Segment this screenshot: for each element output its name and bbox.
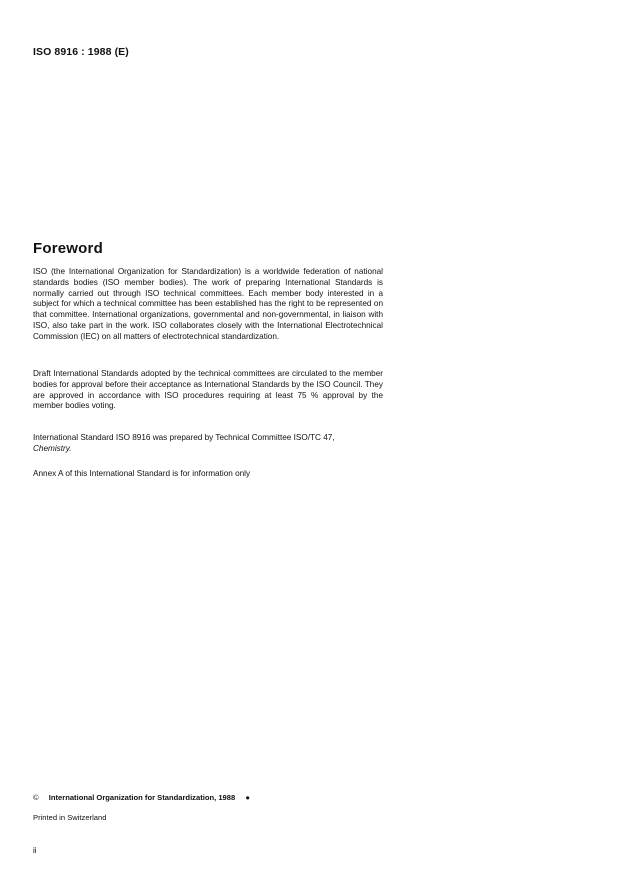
foreword-paragraph-1: ISO (the International Organization for Standardization) is a worldwide federation of national standards bodies (ISO member bodies). The work of preparing International Standards is normally carried out through ISO technical committees. Each member body interested in a subject for which a technical committee has been established has the right to be represented on that committee. International organizations, governmental and non-governmental, in liaison with ISO, also take part in the work. ISO collaborates closely with the International Electrotechnical Commission (IEC) on all matters of electrotechnical standardization. — [33, 267, 383, 341]
page-number: ii — [33, 846, 37, 855]
foreword-heading: Foreword — [33, 240, 103, 257]
printed-location: Printed in Switzerland — [33, 813, 107, 822]
foreword-paragraph-2: Draft International Standards adopted by the technical committees are circulated to the member bodies for approval before their acceptance as International Standards by the ISO Council. They are approved in accordance with ISO procedures requiring at least 75 % approval by the member bodies voting. — [33, 369, 383, 411]
bullet-icon: ● — [245, 793, 250, 802]
copyright-text: International Organization for Standardization, 1988 — [48, 793, 236, 802]
document-code: ISO 8916 : 1988 (E) — [33, 46, 129, 58]
committee-name: Chemistry. — [33, 443, 72, 453]
paragraph-3-text: International Standard ISO 8916 was prepared by Technical Committee ISO/TC 47, — [33, 433, 335, 442]
foreword-paragraph-3 — [33, 433, 383, 455]
copyright-icon: © — [33, 793, 39, 802]
foreword-paragraph-4: Annex A of this International Standard is for information only — [33, 469, 251, 478]
copyright-notice — [33, 793, 250, 802]
